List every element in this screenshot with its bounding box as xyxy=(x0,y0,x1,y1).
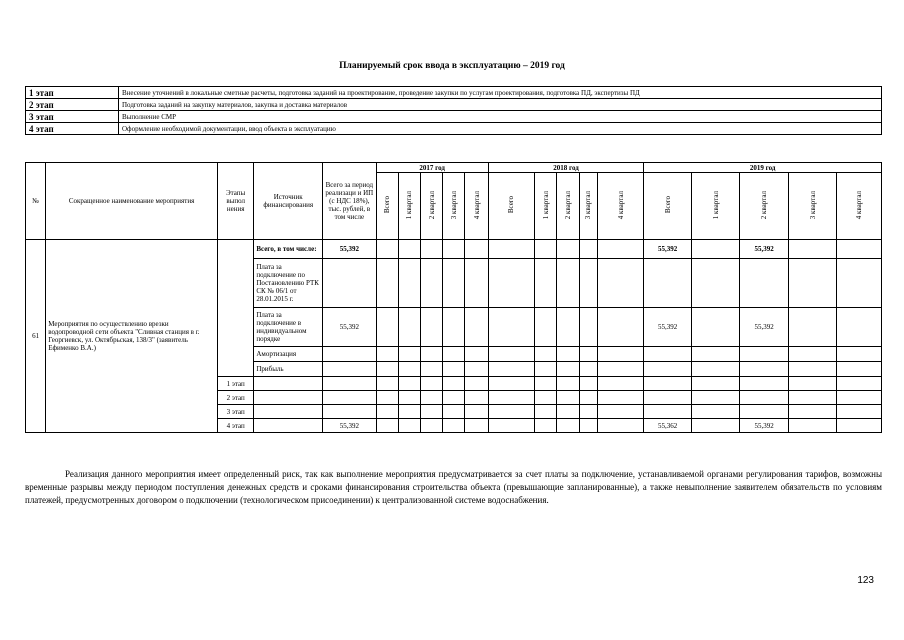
header-label: Всего xyxy=(663,196,672,214)
stage-label: 2 этап xyxy=(217,391,253,405)
source-rtk: Плата за подключение по Постановлению РТК СК № 06/1 от 28.01.2015 г. xyxy=(254,259,323,308)
risk-paragraph: Реализация данного мероприятия имеет определенный риск, так как выполнение мероприятия предусматривается за счет платы за подключение, устанавливаемой органами регулирования тарифов, возможны временные разрывы между периодом поступления денежных средств и сроками финансирования строительства объекта (превышающие запланированные), а также невыполнение заявителем обязательств по условиям платежей, предусмотренных договором о подключении (технологическом присоединении) к централизованной системе водоснабжения. xyxy=(25,469,882,505)
col-header-2019: 2019 год xyxy=(644,163,882,173)
individual-value: 55,392 xyxy=(323,308,377,347)
total-value: 55,392 xyxy=(323,240,377,259)
investment-table xyxy=(25,162,882,433)
col-header-2019-q2 xyxy=(740,173,789,240)
stage-label: 1 этап xyxy=(217,377,253,391)
col-header-2019-q4 xyxy=(837,173,882,240)
header-label: Всего xyxy=(507,196,516,214)
col-header-2017-all xyxy=(376,173,398,240)
row-number: 61 xyxy=(26,240,46,433)
stage4-2019-q2: 55,392 xyxy=(740,419,789,433)
stage-description: Выполнение СМР xyxy=(119,111,882,123)
stage-row xyxy=(26,87,882,99)
col-header-2018-all xyxy=(488,173,534,240)
col-header-stages: Этапы выпол нения xyxy=(217,163,253,240)
stage-description: Оформление необходимой документации, ввод объекта в эксплуатацию xyxy=(119,123,882,135)
stage-name: 4 этап xyxy=(26,123,119,135)
total-2019-all: 55,392 xyxy=(644,240,691,259)
header-label: 3 квартал xyxy=(584,190,593,220)
header-label: 3 квартал xyxy=(808,190,817,220)
header-label: 4 квартал xyxy=(616,190,625,220)
stage4-value: 55,392 xyxy=(323,419,377,433)
table-row xyxy=(26,240,882,259)
individual-2019-all: 55,392 xyxy=(644,308,691,347)
header-label: 4 квартал xyxy=(855,190,864,220)
col-header-name: Сокращенное наименование мероприятия xyxy=(46,163,218,240)
col-header-2018-q3 xyxy=(579,173,597,240)
header-label: 2 квартал xyxy=(564,190,573,220)
total-2019-q2: 55,392 xyxy=(740,240,789,259)
col-header-2017-q1 xyxy=(398,173,420,240)
col-header-2017-q3 xyxy=(443,173,465,240)
stage-description: Внесение уточнений в локальные сметные расчеты, подготовка заданий на проектирование, проведение закупки по услугам проектирования, подготовка ПД, экспертизы ПД xyxy=(119,87,882,99)
source-total-label: Всего, в том числе: xyxy=(254,240,323,259)
col-header-2017: 2017 год xyxy=(376,163,488,173)
stages-table xyxy=(25,86,882,135)
stage4-2019-all: 55,362 xyxy=(644,419,691,433)
col-header-2019-all xyxy=(644,173,691,240)
col-header-2017-q2 xyxy=(421,173,443,240)
header-label: 2 квартал xyxy=(427,190,436,220)
header-label: Всего xyxy=(383,196,392,214)
col-header-2018: 2018 год xyxy=(488,163,644,173)
stage-row xyxy=(26,99,882,111)
stage-name: 3 этап xyxy=(26,111,119,123)
header-label: 1 квартал xyxy=(541,190,550,220)
header-label: 2 квартал xyxy=(760,190,769,220)
col-header-2018-q1 xyxy=(535,173,557,240)
stage-description: Подготовка заданий на закупку материалов, закупка и доставка материалов xyxy=(119,99,882,111)
page-number: 123 xyxy=(857,575,874,586)
header-label: 3 квартал xyxy=(449,190,458,220)
header-label: 1 квартал xyxy=(405,190,414,220)
col-header-num: № xyxy=(26,163,46,240)
stage-name: 1 этап xyxy=(26,87,119,99)
stage-label: 4 этап xyxy=(217,419,253,433)
source-amortization: Амортизация xyxy=(254,347,323,362)
header-label: 4 квартал xyxy=(472,190,481,220)
col-header-2018-q2 xyxy=(557,173,579,240)
stage-row xyxy=(26,123,882,135)
col-header-2017-q4 xyxy=(465,173,488,240)
source-profit: Прибыль xyxy=(254,362,323,377)
header-label: 1 квартал xyxy=(711,190,720,220)
col-header-source: Источник финансирования xyxy=(254,163,323,240)
col-header-2019-q3 xyxy=(788,173,837,240)
measure-name: Мероприятия по осуществлению врезки водопроводной сети объекта "Сливная станция в г. Георгиевск, ул. Октябрьская, 138/3" (заявитель Ефименко В.А.) xyxy=(46,240,218,433)
col-header-2019-q1 xyxy=(691,173,740,240)
header-row-years xyxy=(26,163,882,173)
stage-row xyxy=(26,111,882,123)
stage-label: 3 этап xyxy=(217,405,253,419)
stage-cell-empty xyxy=(217,240,253,377)
individual-2019-q2: 55,392 xyxy=(740,308,789,347)
source-individual: Плата за подключение в индивидуальном порядке xyxy=(254,308,323,347)
stage-name: 2 этап xyxy=(26,99,119,111)
page-title: Планируемый срок ввода в эксплуатацию – 2019 год xyxy=(339,61,565,71)
col-header-2018-q4 xyxy=(597,173,644,240)
col-header-total: Всего за период реализаци и ИП (с НДС 18%), тыс. рублей, в том числе xyxy=(323,163,377,240)
